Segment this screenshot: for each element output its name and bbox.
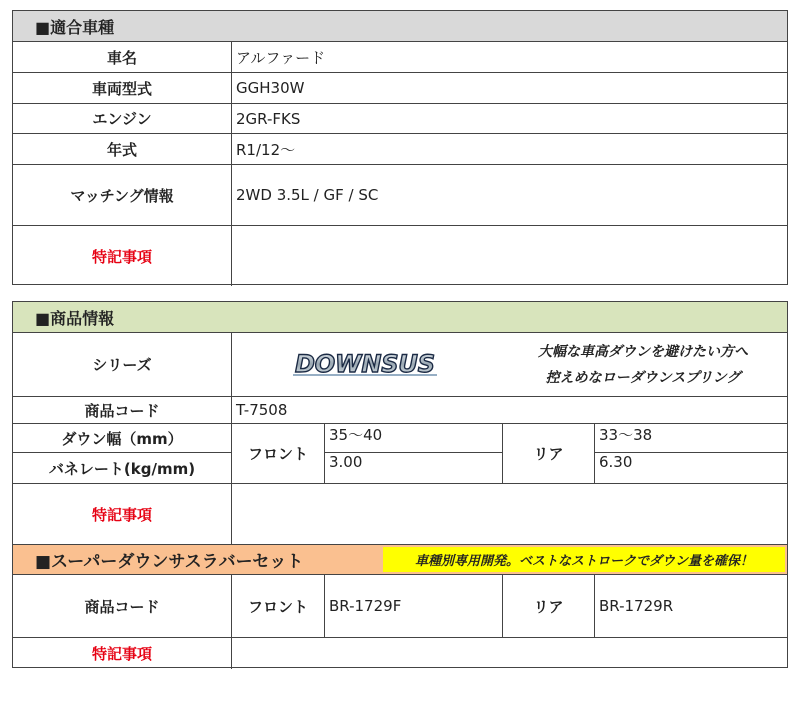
rear-rate-value: 6.30 [599, 453, 633, 471]
product-info-table [12, 301, 788, 668]
rubber-set-header [13, 545, 787, 574]
down-width-label: ダウン幅（mm） [61, 429, 183, 448]
series-tagline-1: 大幅な車高ダウンを避けたい方へ [538, 344, 748, 360]
vehicle-compat-header [13, 11, 787, 41]
rubber-set-title: ■スーパーダウンサスラバーセット [35, 552, 304, 572]
engine-value: 2GR-FKS [236, 109, 301, 128]
car-name-value: アルファード [236, 48, 326, 67]
rear-down-value: 33～38 [599, 426, 653, 444]
engine-label: エンジン [92, 110, 152, 128]
year-label: 年式 [106, 140, 137, 159]
special-notes-value [232, 226, 236, 286]
rubber-rear-label: リア [533, 597, 564, 616]
product-notes-label: 特記事項 [91, 505, 152, 524]
series-label: シリーズ [92, 356, 152, 374]
rear-label: リア [533, 445, 564, 463]
product-code-label: 商品コード [84, 401, 160, 420]
series-tagline-2: 控えめなローダウンスプリング [545, 370, 741, 386]
car-name-label: 車名 [106, 48, 137, 67]
matching-info-label: マッチング情報 [70, 186, 174, 205]
svg-text:DOWNSUS: DOWNSUS [295, 350, 435, 378]
matching-info-value: 2WD 3.5L / GF / SC [236, 186, 379, 204]
vehicle-compat-table [12, 10, 788, 285]
model-code-label: 車両型式 [91, 79, 152, 98]
model-code-value: GGH30W [236, 79, 305, 97]
front-down-value: 35～40 [329, 426, 383, 444]
rubber-rear-value: BR-1729R [599, 597, 674, 615]
spring-rate-label: バネレート(kg/mm) [48, 459, 196, 478]
rubber-front-label: フロント [247, 597, 308, 616]
year-value: R1/12～ [236, 140, 296, 159]
product-info-header [13, 302, 787, 332]
rubber-set-banner: 車種別専用開発。ベストなストロークでダウン量を確保！ [383, 547, 785, 572]
front-label: フロント [247, 445, 308, 463]
rubber-notes-label: 特記事項 [91, 644, 152, 663]
rubber-front-value: BR-1729F [329, 597, 402, 615]
vehicle-compat-title: ■適合車種 [35, 17, 115, 37]
product-code-value: T-7508 [236, 401, 288, 419]
product-info-title: ■商品情報 [35, 308, 115, 328]
rubber-code-label: 商品コード [13, 575, 231, 637]
special-notes-label: 特記事項 [91, 247, 152, 266]
front-rate-value: 3.00 [329, 453, 363, 471]
downsus-logo [291, 346, 441, 384]
